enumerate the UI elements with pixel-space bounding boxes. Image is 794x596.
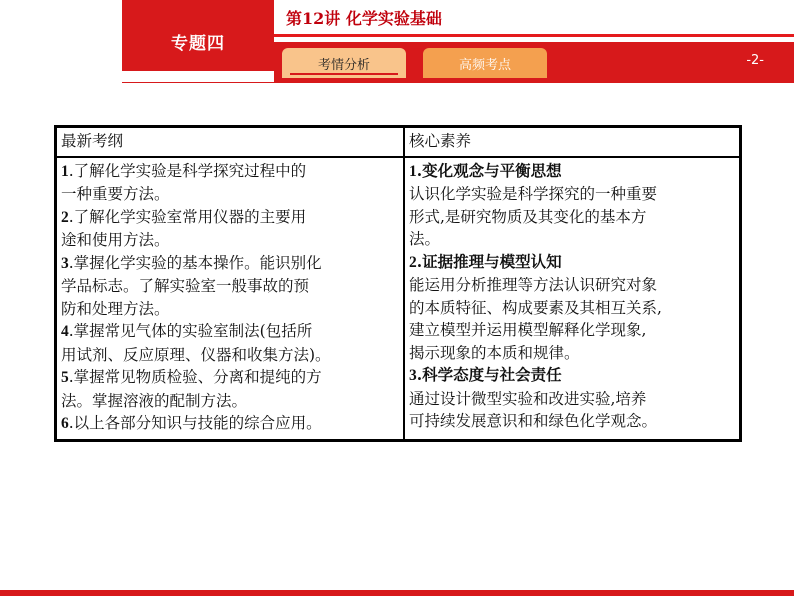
column-header-core-literacy: 核心素养 xyxy=(404,127,741,157)
tab-frequent-topics[interactable] xyxy=(423,48,547,78)
topic-label: 专题四 xyxy=(171,34,225,54)
footer-bar xyxy=(0,590,794,596)
page-number: -2- xyxy=(746,53,764,68)
topic-banner xyxy=(122,0,274,71)
table-row xyxy=(56,157,741,441)
header-rule xyxy=(122,82,794,83)
list-item: 2.了解化学实验室常用仪器的主要用 途和使用方法。 xyxy=(61,207,307,249)
tab-label: 高频考点 xyxy=(458,57,511,73)
list-item: 3.掌握化学实验的基本操作。能识别化 学品标志。了解实验室一般事故的预 防和处理方法。 xyxy=(61,253,322,318)
syllabus-table xyxy=(54,125,742,442)
list-item: 1.变化观念与平衡思想 认识化学实验是科学探究的一种重要 形式,是研究物质及其变化的基本方 法。 xyxy=(409,160,658,248)
list-item: 4.掌握常见气体的实验室制法(包括所 用试剂、反应原理、仪器和收集方法)。 xyxy=(61,322,331,364)
lesson-title: 第12讲 化学实验基础 xyxy=(286,9,442,28)
core-literacy-cell xyxy=(404,157,741,441)
list-item: 3.科学态度与社会责任 通过设计微型实验和改进实验,培养 可持续发展意识和和绿色化学观念。 xyxy=(409,365,658,430)
list-item: 1.了解化学实验是科学探究过程中的 一种重要方法。 xyxy=(61,161,307,203)
active-tab-indicator xyxy=(290,73,398,75)
tab-exam-analysis[interactable] xyxy=(282,48,406,78)
syllabus-cell xyxy=(56,157,405,441)
list-item: 5.掌握常见物质检验、分离和提纯的方 法。掌握溶液的配制方法。 xyxy=(61,368,322,410)
list-item: 6.以上各部分知识与技能的综合应用。 xyxy=(61,414,322,432)
header-divider xyxy=(274,34,794,37)
tab-label: 考情分析 xyxy=(317,57,370,73)
column-header-syllabus: 最新考纲 xyxy=(56,127,405,157)
table-header-row xyxy=(56,127,741,157)
list-item: 2.证据推理与模型认知 能运用分析推理等方法认识研究对象 的本质特征、构成要素及其相互关系, 建立模型并运用模型解释化学现象, 揭示现象的本质和规律。 xyxy=(409,251,662,362)
